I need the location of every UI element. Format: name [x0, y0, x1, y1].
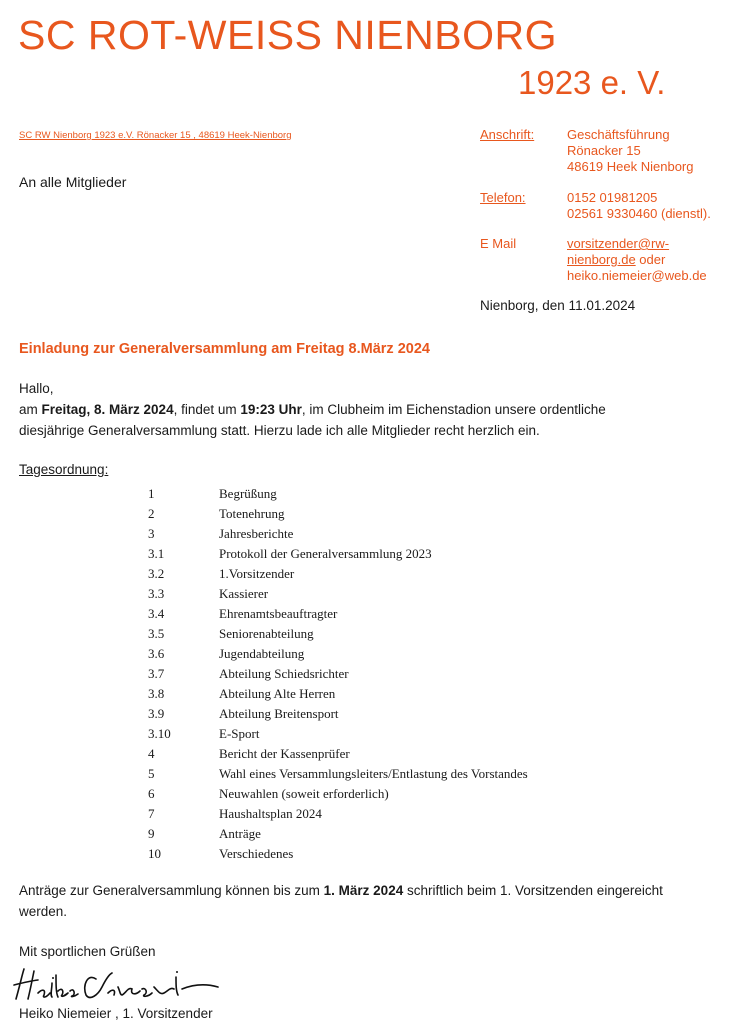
- address-line: Rönacker 15: [567, 143, 641, 158]
- email-block: [567, 236, 707, 284]
- email-link-1-cont[interactable]: nienborg.de: [567, 252, 636, 267]
- club-founded: 1923 e. V.: [518, 64, 666, 101]
- recipient: An alle Mitglieder: [19, 174, 127, 190]
- closing-line-2: werden.: [19, 904, 68, 919]
- agenda-item: [148, 544, 528, 564]
- address-line: Geschäftsführung: [567, 127, 670, 142]
- agenda-item-text: Protokoll der Generalversammlung 2023: [219, 546, 432, 561]
- agenda-item-text: Neuwahlen (soweit erforderlich): [219, 786, 389, 801]
- agenda-item-text: Begrüßung: [219, 486, 277, 501]
- email-link-1[interactable]: vorsitzender@rw-: [567, 236, 670, 251]
- address-block: [567, 127, 693, 175]
- regards: Mit sportlichen Grüßen: [19, 944, 156, 959]
- agenda-item-text: Haushaltsplan 2024: [219, 806, 322, 821]
- agenda-list: [148, 484, 528, 864]
- email-label: E Mail: [480, 236, 517, 251]
- agenda-item-number: 10: [148, 846, 161, 861]
- agenda-item: [148, 844, 528, 864]
- agenda-item: [148, 524, 528, 544]
- agenda-item: [148, 784, 528, 804]
- agenda-item-number: 3.1: [148, 546, 165, 561]
- agenda-item: [148, 604, 528, 624]
- body-text: , findet um: [173, 402, 241, 417]
- body-text: am: [19, 402, 42, 417]
- deadline-date: 1. März 2024: [323, 883, 404, 898]
- agenda-item-number: 2: [148, 506, 155, 521]
- agenda-item-number: 4: [148, 746, 155, 761]
- email-or: oder: [635, 252, 666, 267]
- agenda-item: [148, 744, 528, 764]
- date-line: Nienborg, den 11.01.2024: [480, 298, 636, 313]
- phone-label: Telefon:: [480, 190, 526, 205]
- agenda-item-number: 1: [148, 486, 155, 501]
- agenda-item-text: Kassierer: [219, 586, 269, 601]
- phone-line: 0152 01981205: [567, 190, 658, 205]
- agenda-item-number: 3.4: [148, 606, 165, 621]
- agenda-item-text: Seniorenabteilung: [219, 626, 314, 641]
- agenda-item: [148, 764, 528, 784]
- agenda-item-number: 3.2: [148, 566, 165, 581]
- agenda-item: [148, 684, 528, 704]
- agenda-item: [148, 504, 528, 524]
- agenda-item-text: Jugendabteilung: [219, 646, 305, 661]
- signature-name: Heiko Niemeier , 1. Vorsitzender: [19, 1006, 213, 1021]
- body-line-1: [19, 399, 606, 420]
- agenda-item-number: 7: [148, 806, 155, 821]
- agenda-item-number: 3.7: [148, 666, 165, 681]
- address-label: Anschrift:: [480, 127, 535, 142]
- agenda-item-text: Bericht der Kassenprüfer: [219, 746, 350, 761]
- agenda-item: [148, 724, 528, 744]
- agenda-item-number: 3.5: [148, 626, 165, 641]
- agenda-item: [148, 824, 528, 844]
- agenda-item: [148, 624, 528, 644]
- phone-line: 02561 9330460 (dienstl).: [567, 206, 711, 221]
- agenda-item: [148, 664, 528, 684]
- agenda-item-text: Jahresberichte: [219, 526, 294, 541]
- agenda-item: [148, 564, 528, 584]
- agenda-item-number: 3.8: [148, 686, 165, 701]
- agenda-item: [148, 584, 528, 604]
- agenda-item: [148, 804, 528, 824]
- agenda-item-text: Abteilung Alte Herren: [219, 686, 336, 701]
- handwritten-signature: [12, 965, 222, 1005]
- agenda-item: [148, 704, 528, 724]
- agenda-item-number: 3.3: [148, 586, 165, 601]
- phone-block: [567, 190, 711, 222]
- agenda-item-number: 3.10: [148, 726, 171, 741]
- agenda-item-number: 9: [148, 826, 155, 841]
- agenda-item-text: Verschiedenes: [219, 846, 294, 861]
- agenda-item-text: Anträge: [219, 826, 261, 841]
- salutation: Hallo,: [19, 381, 54, 396]
- agenda-item: [148, 644, 528, 664]
- agenda-item-number: 6: [148, 786, 155, 801]
- club-name: SC ROT-WEISS NIENBORG: [18, 12, 557, 58]
- agenda-title: Tagesordnung:: [19, 462, 109, 477]
- agenda-item-text: Wahl eines Versammlungsleiters/Entlastung des Vorstandes: [219, 766, 528, 781]
- closing-line-1: [19, 880, 663, 901]
- closing-text: schriftlich beim 1. Vorsitzenden eingereicht: [403, 883, 663, 898]
- agenda-item-text: Abteilung Breitensport: [219, 706, 339, 721]
- meeting-date: Freitag, 8. März 2024: [41, 402, 174, 417]
- body-text: , im Clubheim im Eichenstadion unsere ordentliche: [301, 402, 606, 417]
- agenda-item-number: 3: [148, 526, 155, 541]
- agenda-item-number: 3.6: [148, 646, 165, 661]
- body-line-2: diesjährige Generalversammlung statt. Hierzu lade ich alle Mitglieder recht herzlich ein.: [19, 423, 540, 438]
- sender-line: SC RW Nienborg 1923 e.V. Rönacker 15 , 48619 Heek-Nienborg: [19, 130, 292, 141]
- agenda-item-text: Totenehrung: [219, 506, 285, 521]
- agenda-item: [148, 484, 528, 504]
- agenda-item-text: 1.Vorsitzender: [219, 566, 295, 581]
- subject: Einladung zur Generalversammlung am Freitag 8.März 2024: [19, 341, 430, 357]
- meeting-time: 19:23 Uhr: [240, 402, 302, 417]
- agenda-item-text: Abteilung Schiedsrichter: [219, 666, 349, 681]
- address-line: 48619 Heek Nienborg: [567, 159, 694, 174]
- agenda-item-text: Ehrenamtsbeauftragter: [219, 606, 338, 621]
- closing-text: Anträge zur Generalversammlung können bis zum: [19, 883, 324, 898]
- email-second: heiko.niemeier@web.de: [567, 268, 707, 283]
- agenda-item-number: 3.9: [148, 706, 165, 721]
- agenda-item-text: E-Sport: [219, 726, 260, 741]
- agenda-item-number: 5: [148, 766, 155, 781]
